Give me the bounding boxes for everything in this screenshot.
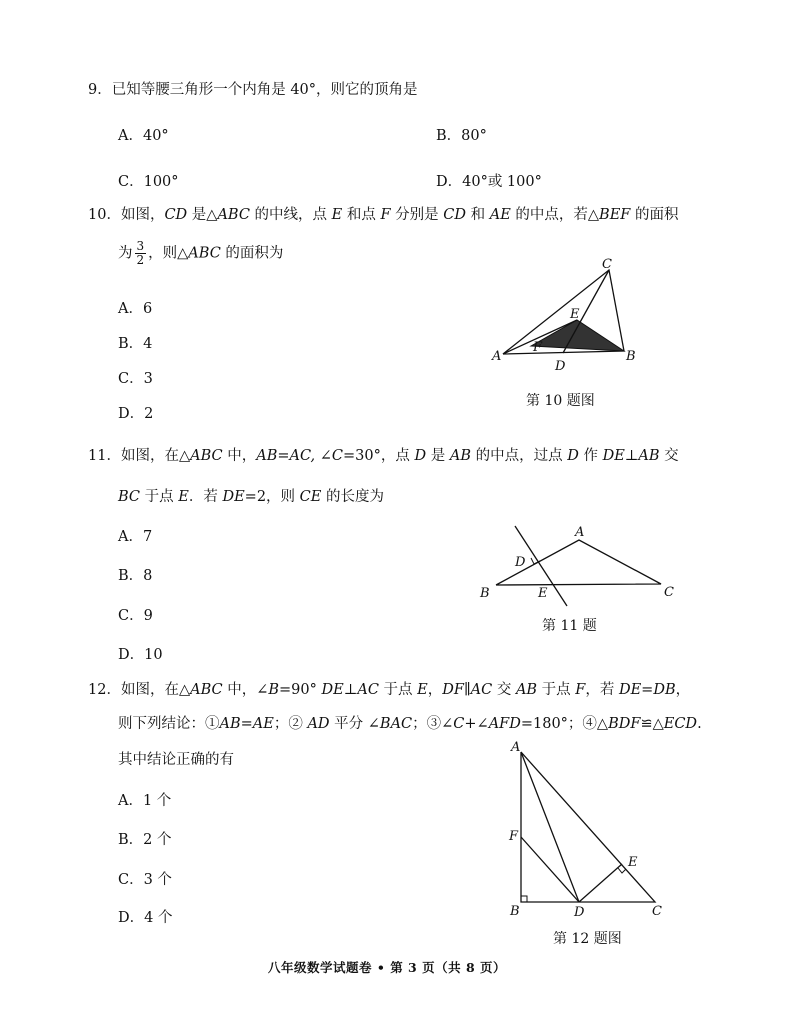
q11-option-c: C．9: [118, 608, 153, 624]
label-f: F: [533, 340, 543, 355]
q10-option-b: B．4: [118, 336, 153, 352]
label-b: B: [510, 904, 520, 919]
label-f: F: [509, 829, 519, 844]
q11-stem-line2: BC 于点 E．若 DE=2，则 CE 的长度为: [118, 489, 384, 505]
label-d: D: [574, 905, 585, 920]
label-a: A: [492, 349, 502, 364]
q12-caption: 第 12 题图: [553, 931, 622, 947]
q10-stem-line2: 为 $\frac{3}{2}$ ，则△ABC 的面积为: [118, 239, 284, 267]
label-a: A: [511, 740, 521, 755]
label-e: E: [570, 307, 580, 322]
label-c: C: [602, 257, 612, 272]
q11-option-a: A．7: [118, 529, 153, 545]
q10-caption: 第 10 题图: [526, 393, 595, 409]
segment-de: [579, 864, 622, 902]
label-b: B: [480, 586, 490, 601]
q12-option-a: A．1 个: [118, 793, 172, 809]
label-c: C: [652, 904, 662, 919]
label-d: D: [515, 555, 526, 570]
triangle-abc: [521, 752, 655, 902]
segment-df: [521, 837, 579, 902]
q9-option-c: C．100°: [118, 174, 179, 190]
q12-stem-line3: 其中结论正确的有: [118, 752, 234, 768]
q9-option-a: A．40°: [118, 128, 169, 144]
label-d: D: [555, 359, 566, 374]
q9-option-d: D．40°或 100°: [436, 174, 542, 190]
q9-option-b: B．80°: [436, 128, 487, 144]
q12-option-d: D．4 个: [118, 910, 173, 926]
label-c: C: [664, 585, 674, 600]
q11-stem-line1: 11．如图，在△ABC 中，AB=AC, ∠C=30°，点 D 是 AB 的中点，过点 D 作 DE⊥AB 交: [88, 448, 679, 464]
page-footer: 八年级数学试题卷 • 第 3 页（共 8 页）: [268, 960, 506, 975]
q10-option-d: D．2: [118, 406, 154, 422]
q12-option-b: B．2 个: [118, 832, 172, 848]
q10-option-c: C．3: [118, 371, 153, 387]
q10-stem-line1: 10．如图，CD 是△ABC 的中线，点 E 和点 F 分别是 CD 和 AE 的中点，若△BEF 的面积: [88, 207, 679, 223]
label-e: E: [538, 586, 548, 601]
q12-option-c: C．3 个: [118, 872, 172, 888]
fraction-three-halves: $\frac{3}{2}$: [136, 239, 145, 267]
q11-option-b: B．8: [118, 568, 153, 584]
right-angle-mark-b: [521, 896, 527, 902]
q9-stem: 9．已知等腰三角形一个内角是 40°，则它的顶角是: [88, 82, 418, 98]
q10-option-a: A．6: [118, 301, 153, 317]
q12-stem-line1: 12．如图，在△ABC 中，∠B=90° DE⊥AC 于点 E，DF∥AC 交 AB 于点 F，若 DE=DB，: [88, 682, 691, 698]
q12-stem-line2: 则下列结论：①AB=AE；② AD 平分 ∠BAC；③∠C+∠AFD=180°；④△BDF≌△ECD.: [118, 716, 702, 732]
segment-ad: [521, 752, 579, 902]
label-a: A: [575, 525, 585, 540]
label-b: B: [626, 349, 636, 364]
q11-caption: 第 11 题: [542, 618, 597, 634]
label-e: E: [628, 855, 638, 870]
q11-option-d: D．10: [118, 647, 163, 663]
